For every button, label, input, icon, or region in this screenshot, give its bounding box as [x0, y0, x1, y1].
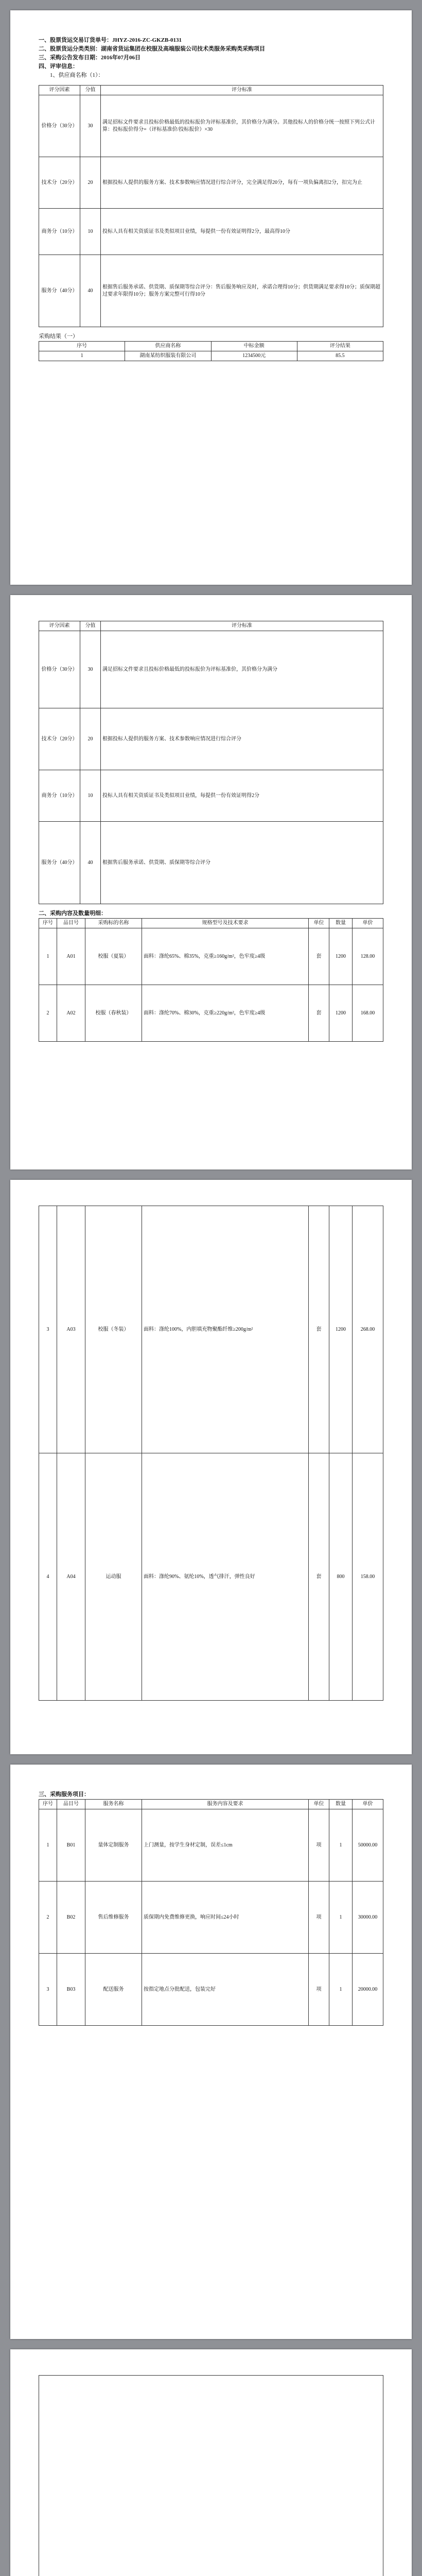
table-row: 3 B03 配送服务 按指定地点分批配送，包装完好 项 1 20000.00: [39, 1954, 383, 2026]
table-row: 服务分（40分） 40 根据售后服务承诺、供货期、质保期等综合评分: [39, 822, 383, 904]
header-line-1: 一、股票货运交易订货单号：JHYZ-2016-ZC-GKZB-0131: [39, 37, 182, 43]
header-line-5: 1、供应商名称（1）：: [50, 72, 104, 78]
table-row: 2 A02 校服（春秋装） 面料：涤纶70%、棉30%，克重≥220g/m²，色牢度≥4级 套 1200 168.00: [39, 985, 383, 1042]
goods-table: 序号 品目号 采购标的名称 规格型号及技术要求 单位 数量 单价 1 A01 校服（夏装） 面料：涤纶65%、棉35%，克重≥160g/m²，色牢度≥4级 套 1200 128.00 2 A02 校服（春秋装） 面料：涤纶70%、棉30%，克重≥220g/m²，色牢度≥4级 套 1200 168.00: [39, 918, 383, 1042]
table-row: 价格分（30分） 30 满足招标文件要求且投标价格最低的投标报价为评标基准价，其价格分为满分。其他投标人的价格分统一按照下列公式计算：投标报价得分=（评标基准价/投标报价）×30: [39, 95, 383, 157]
eval-table-2: 评分因素 分值 评分标准 价格分（30分） 30 满足招标文件要求且投标价格最低的投标报价为评标基准价，其价格分为满分 技术分（20分） 20 根据投标人提供的服务方案、技术参数响应情况进行综合评分 商务分（10分） 10 投标人具有相关资质证书及类似项目业绩，每提供一份有效证明得2分 服务分（40分） 40 根据售后服务承诺、供货期、质保期等综合评分: [39, 621, 383, 904]
goods-table-continued: [39, 1206, 383, 1701]
table-row: 价格分（30分） 30 满足招标文件要求且投标价格最低的投标报价为评标基准价，其价格分为满分: [39, 631, 383, 708]
table-row: 1 B01 量体定制服务 上门测量，按学生身材定制，误差≤1cm 项 1 50000.00: [39, 1809, 383, 1882]
result-title: 采购结果（一）: [39, 333, 78, 340]
table-row: 商务分（10分） 10 投标人具有相关资质证书及类似项目业绩，每提供一份有效证明得2分，最高得10分: [39, 209, 383, 255]
th-factor: 评分因素: [39, 86, 80, 95]
result-table: 序号 供应商名称 中标金额 评分结果 1 湖南某纺织服装有限公司 1234500元 85.5: [39, 341, 383, 361]
goods-title: 二、采购内容及数量明细：: [39, 910, 107, 917]
document-page-5: [10, 2349, 412, 2576]
table-row: 1 湖南某纺织服装有限公司 1234500元 85.5: [39, 351, 383, 361]
table-row: 2 B02 售后维修服务 质保期内免费维修更换，响应时间≤24小时 项 1 30000.00: [39, 1882, 383, 1954]
document-page-2: [10, 595, 412, 1170]
table-row: 服务分（40分） 40 根据售后服务承诺、供货期、质保期等综合评分：售后服务响应及时，承诺合理得10分；供货期满足要求得10分；质保期超过要求年限得10分；服务方案完整可行得10分: [39, 255, 383, 327]
th-criteria: 评分标准: [101, 86, 383, 95]
detail-table-block: [39, 2375, 383, 2576]
header-line-3: 三、采购公告发布日期：2016年07月06日: [39, 55, 140, 61]
table-row: 技术分（20分） 20 根据投标人提供的服务方案、技术参数响应情况进行综合评分，完全满足得20分，每有一项负偏离扣2分，扣完为止: [39, 157, 383, 209]
table-row: 3 A03 校服（冬装） 面料：涤纶100%，内胆填充物聚酯纤维≥200g/m² 套 1200 268.00: [39, 1206, 383, 1453]
document-page-3: [10, 1180, 412, 1754]
table-row: 技术分（20分） 20 根据投标人提供的服务方案、技术参数响应情况进行综合评分: [39, 708, 383, 770]
table-row: 商务分（10分） 10 投标人具有相关资质证书及类似项目业绩，每提供一份有效证明得2分: [39, 770, 383, 822]
document-page-1: [10, 10, 412, 585]
goods2-table: 序号 品目号 服务名称 服务内容及要求 单位 数量 单价 1 B01 量体定制服务 上门测量，按学生身材定制，误差≤1cm 项 1 50000.00 2 B02 售后维修服务 质保期内免费维修更换，响应时间≤24小时 项 1 30000.00 3 B03 配送服务 按指定地点分批配送，包装完好 项 1 20000.00: [39, 1799, 383, 2026]
header-line-4: 四、评审信息：: [39, 63, 78, 70]
th-score: 分值: [80, 86, 101, 95]
header-line-2: 二、股票货运分类类别：湖南省货运集团在校服及高端服装公司技术类服务采购类采购项目: [39, 46, 265, 52]
document-page-4: [10, 1765, 412, 2339]
goods2-title: 三、采购服务项目：: [39, 1791, 90, 1798]
table-row: 1 A01 校服（夏装） 面料：涤纶65%、棉35%，克重≥160g/m²，色牢度≥4级 套 1200 128.00: [39, 928, 383, 985]
table-row: 4 A04 运动服 面料：涤纶90%、氨纶10%，透气排汗，弹性良好 套 800 158.00: [39, 1453, 383, 1701]
eval-table-1: [39, 85, 383, 327]
